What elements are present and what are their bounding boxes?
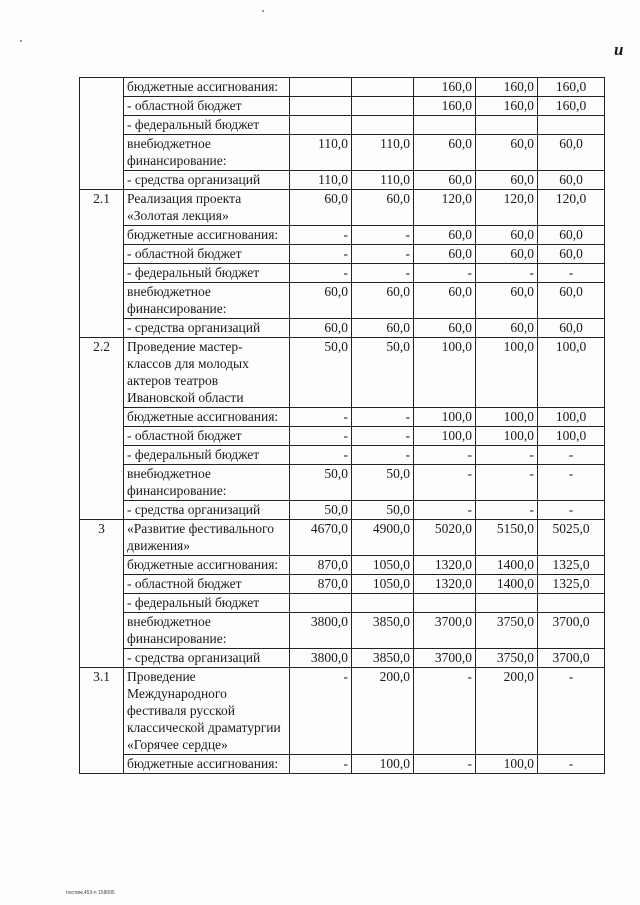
item-name: внебюджетное финансирование: xyxy=(124,465,290,501)
amount-4: 60,0 xyxy=(476,319,538,338)
table-row xyxy=(80,171,605,190)
amount-2: 4900,0 xyxy=(352,520,414,556)
item-name: внебюджетное финансирование: xyxy=(124,135,290,171)
amount-4: 120,0 xyxy=(476,190,538,226)
amount-2: 200,0 xyxy=(352,668,414,755)
amount-2: 60,0 xyxy=(352,283,414,319)
amount-4: 3750,0 xyxy=(476,613,538,649)
amount-5: 160,0 xyxy=(538,97,605,116)
amount-5: 160,0 xyxy=(538,78,605,97)
table-row xyxy=(80,408,605,427)
amount-2: 50,0 xyxy=(352,465,414,501)
table-row xyxy=(80,755,605,774)
amount-5: 100,0 xyxy=(538,427,605,446)
amount-5 xyxy=(538,594,605,613)
amount-1: 3800,0 xyxy=(290,649,352,668)
amount-4: - xyxy=(476,501,538,520)
amount-2: 60,0 xyxy=(352,319,414,338)
table-row xyxy=(80,319,605,338)
item-name: - областной бюджет xyxy=(124,97,290,116)
budget-table xyxy=(79,77,605,774)
amount-1: 60,0 xyxy=(290,283,352,319)
amount-5: 120,0 xyxy=(538,190,605,226)
amount-4: 100,0 xyxy=(476,755,538,774)
item-number: 2.2 xyxy=(80,338,124,520)
amount-3: 60,0 xyxy=(414,245,476,264)
amount-4: 160,0 xyxy=(476,97,538,116)
amount-3: 3700,0 xyxy=(414,613,476,649)
amount-5: - xyxy=(538,465,605,501)
amount-3: 100,0 xyxy=(414,338,476,408)
amount-4: 1400,0 xyxy=(476,575,538,594)
amount-4: 60,0 xyxy=(476,283,538,319)
item-number: 3.1 xyxy=(80,668,124,774)
amount-4: 5150,0 xyxy=(476,520,538,556)
table-row xyxy=(80,245,605,264)
amount-2: - xyxy=(352,446,414,465)
amount-1: 50,0 xyxy=(290,338,352,408)
amount-2: - xyxy=(352,264,414,283)
table-row xyxy=(80,97,605,116)
amount-3: 5020,0 xyxy=(414,520,476,556)
amount-1: - xyxy=(290,408,352,427)
amount-2: - xyxy=(352,427,414,446)
item-name: - средства организаций xyxy=(124,319,290,338)
amount-2: 1050,0 xyxy=(352,575,414,594)
amount-3: - xyxy=(414,755,476,774)
amount-5 xyxy=(538,116,605,135)
table-row xyxy=(80,283,605,319)
amount-4: 60,0 xyxy=(476,245,538,264)
table-row xyxy=(80,446,605,465)
amount-2: 110,0 xyxy=(352,135,414,171)
amount-3: 1320,0 xyxy=(414,575,476,594)
item-name: - областной бюджет xyxy=(124,245,290,264)
amount-1: 110,0 xyxy=(290,171,352,190)
amount-4 xyxy=(476,594,538,613)
amount-3: 60,0 xyxy=(414,226,476,245)
amount-3 xyxy=(414,594,476,613)
amount-1: 110,0 xyxy=(290,135,352,171)
amount-2: - xyxy=(352,408,414,427)
amount-2: 110,0 xyxy=(352,171,414,190)
amount-3: 60,0 xyxy=(414,171,476,190)
amount-1: - xyxy=(290,427,352,446)
amount-4: 60,0 xyxy=(476,135,538,171)
item-name: «Развитие фестивального движения» xyxy=(124,520,290,556)
item-name: бюджетные ассигнования: xyxy=(124,226,290,245)
amount-1: 50,0 xyxy=(290,501,352,520)
amount-5: 60,0 xyxy=(538,135,605,171)
item-name: - федеральный бюджет xyxy=(124,594,290,613)
item-name: - федеральный бюджет xyxy=(124,446,290,465)
amount-1 xyxy=(290,78,352,97)
amount-2: 100,0 xyxy=(352,755,414,774)
amount-2: - xyxy=(352,245,414,264)
item-name: Реализация проекта «Золотая лекция» xyxy=(124,190,290,226)
amount-4: 100,0 xyxy=(476,338,538,408)
item-name: бюджетные ассигнования: xyxy=(124,755,290,774)
item-name: бюджетные ассигнования: xyxy=(124,408,290,427)
item-name: Проведение мастер-классов для молодых актеров театров Ивановской области xyxy=(124,338,290,408)
amount-5: 3700,0 xyxy=(538,613,605,649)
amount-3: - xyxy=(414,501,476,520)
amount-2 xyxy=(352,78,414,97)
item-name: Проведение Международного фестиваля русской классической драматургии «Горячее сердце» xyxy=(124,668,290,755)
item-name: - федеральный бюджет xyxy=(124,264,290,283)
amount-4: 100,0 xyxy=(476,408,538,427)
table-row xyxy=(80,649,605,668)
amount-2 xyxy=(352,594,414,613)
amount-5: 100,0 xyxy=(538,338,605,408)
item-name: - средства организаций xyxy=(124,649,290,668)
amount-4: - xyxy=(476,465,538,501)
amount-2: 50,0 xyxy=(352,338,414,408)
amount-2 xyxy=(352,116,414,135)
table-row xyxy=(80,78,605,97)
item-name: - средства организаций xyxy=(124,501,290,520)
table-row xyxy=(80,668,605,755)
amount-3: - xyxy=(414,446,476,465)
item-name: - федеральный бюджет xyxy=(124,116,290,135)
amount-1: - xyxy=(290,446,352,465)
table-row xyxy=(80,594,605,613)
amount-1 xyxy=(290,116,352,135)
amount-5: 60,0 xyxy=(538,319,605,338)
item-name: бюджетные ассигнования: xyxy=(124,556,290,575)
table-row xyxy=(80,190,605,226)
table-row xyxy=(80,427,605,446)
amount-2: 50,0 xyxy=(352,501,414,520)
amount-4: 60,0 xyxy=(476,226,538,245)
amount-4: - xyxy=(476,264,538,283)
amount-3: 100,0 xyxy=(414,408,476,427)
table-row xyxy=(80,135,605,171)
amount-2: 1050,0 xyxy=(352,556,414,575)
amount-5: 60,0 xyxy=(538,226,605,245)
item-number: 2.1 xyxy=(80,190,124,338)
item-number: 3 xyxy=(80,520,124,668)
amount-3: 120,0 xyxy=(414,190,476,226)
table-row xyxy=(80,338,605,408)
amount-1: 870,0 xyxy=(290,556,352,575)
amount-3 xyxy=(414,116,476,135)
amount-1 xyxy=(290,97,352,116)
table-row xyxy=(80,613,605,649)
amount-5: - xyxy=(538,264,605,283)
amount-5: - xyxy=(538,446,605,465)
amount-4: 1400,0 xyxy=(476,556,538,575)
amount-3: 60,0 xyxy=(414,135,476,171)
table-row xyxy=(80,465,605,501)
amount-2 xyxy=(352,97,414,116)
item-name: бюджетные ассигнования: xyxy=(124,78,290,97)
item-name: - областной бюджет xyxy=(124,427,290,446)
amount-5: - xyxy=(538,755,605,774)
amount-5: 60,0 xyxy=(538,283,605,319)
amount-5: 60,0 xyxy=(538,245,605,264)
item-name: - средства организаций xyxy=(124,171,290,190)
amount-4: 160,0 xyxy=(476,78,538,97)
amount-2: - xyxy=(352,226,414,245)
table-row xyxy=(80,226,605,245)
amount-1: - xyxy=(290,226,352,245)
budget-table-body xyxy=(80,78,605,774)
table-row xyxy=(80,520,605,556)
amount-1: - xyxy=(290,245,352,264)
item-number xyxy=(80,78,124,190)
amount-4: 3750,0 xyxy=(476,649,538,668)
amount-5: 3700,0 xyxy=(538,649,605,668)
amount-3: 160,0 xyxy=(414,78,476,97)
amount-3: - xyxy=(414,465,476,501)
table-row xyxy=(80,501,605,520)
table-row xyxy=(80,264,605,283)
amount-4 xyxy=(476,116,538,135)
table-row xyxy=(80,575,605,594)
amount-1: - xyxy=(290,668,352,755)
amount-1: 50,0 xyxy=(290,465,352,501)
amount-4: - xyxy=(476,446,538,465)
page-mark: u xyxy=(614,40,624,59)
amount-1: 4670,0 xyxy=(290,520,352,556)
item-name: внебюджетное финансирование: xyxy=(124,283,290,319)
amount-3: 100,0 xyxy=(414,427,476,446)
amount-5: - xyxy=(538,668,605,755)
table-row xyxy=(80,116,605,135)
footer-code: постим.453-п 158095 xyxy=(66,890,115,896)
amount-3: 60,0 xyxy=(414,319,476,338)
amount-1 xyxy=(290,594,352,613)
amount-3: 1320,0 xyxy=(414,556,476,575)
amount-2: 60,0 xyxy=(352,190,414,226)
amount-1: - xyxy=(290,264,352,283)
table-row xyxy=(80,556,605,575)
item-name: внебюджетное финансирование: xyxy=(124,613,290,649)
amount-2: 3850,0 xyxy=(352,649,414,668)
amount-2: 3850,0 xyxy=(352,613,414,649)
item-name: - областной бюджет xyxy=(124,575,290,594)
amount-4: 60,0 xyxy=(476,171,538,190)
amount-3: 3700,0 xyxy=(414,649,476,668)
amount-5: - xyxy=(538,501,605,520)
amount-3: - xyxy=(414,264,476,283)
amount-1: 60,0 xyxy=(290,319,352,338)
amount-5: 60,0 xyxy=(538,171,605,190)
amount-5: 100,0 xyxy=(538,408,605,427)
amount-3: 60,0 xyxy=(414,283,476,319)
amount-5: 1325,0 xyxy=(538,556,605,575)
amount-1: 60,0 xyxy=(290,190,352,226)
amount-1: - xyxy=(290,755,352,774)
amount-3: - xyxy=(414,668,476,755)
amount-5: 5025,0 xyxy=(538,520,605,556)
amount-1: 3800,0 xyxy=(290,613,352,649)
amount-3: 160,0 xyxy=(414,97,476,116)
scan-speck xyxy=(20,40,22,42)
amount-4: 200,0 xyxy=(476,668,538,755)
amount-5: 1325,0 xyxy=(538,575,605,594)
amount-4: 100,0 xyxy=(476,427,538,446)
amount-1: 870,0 xyxy=(290,575,352,594)
scan-speck xyxy=(262,10,264,12)
